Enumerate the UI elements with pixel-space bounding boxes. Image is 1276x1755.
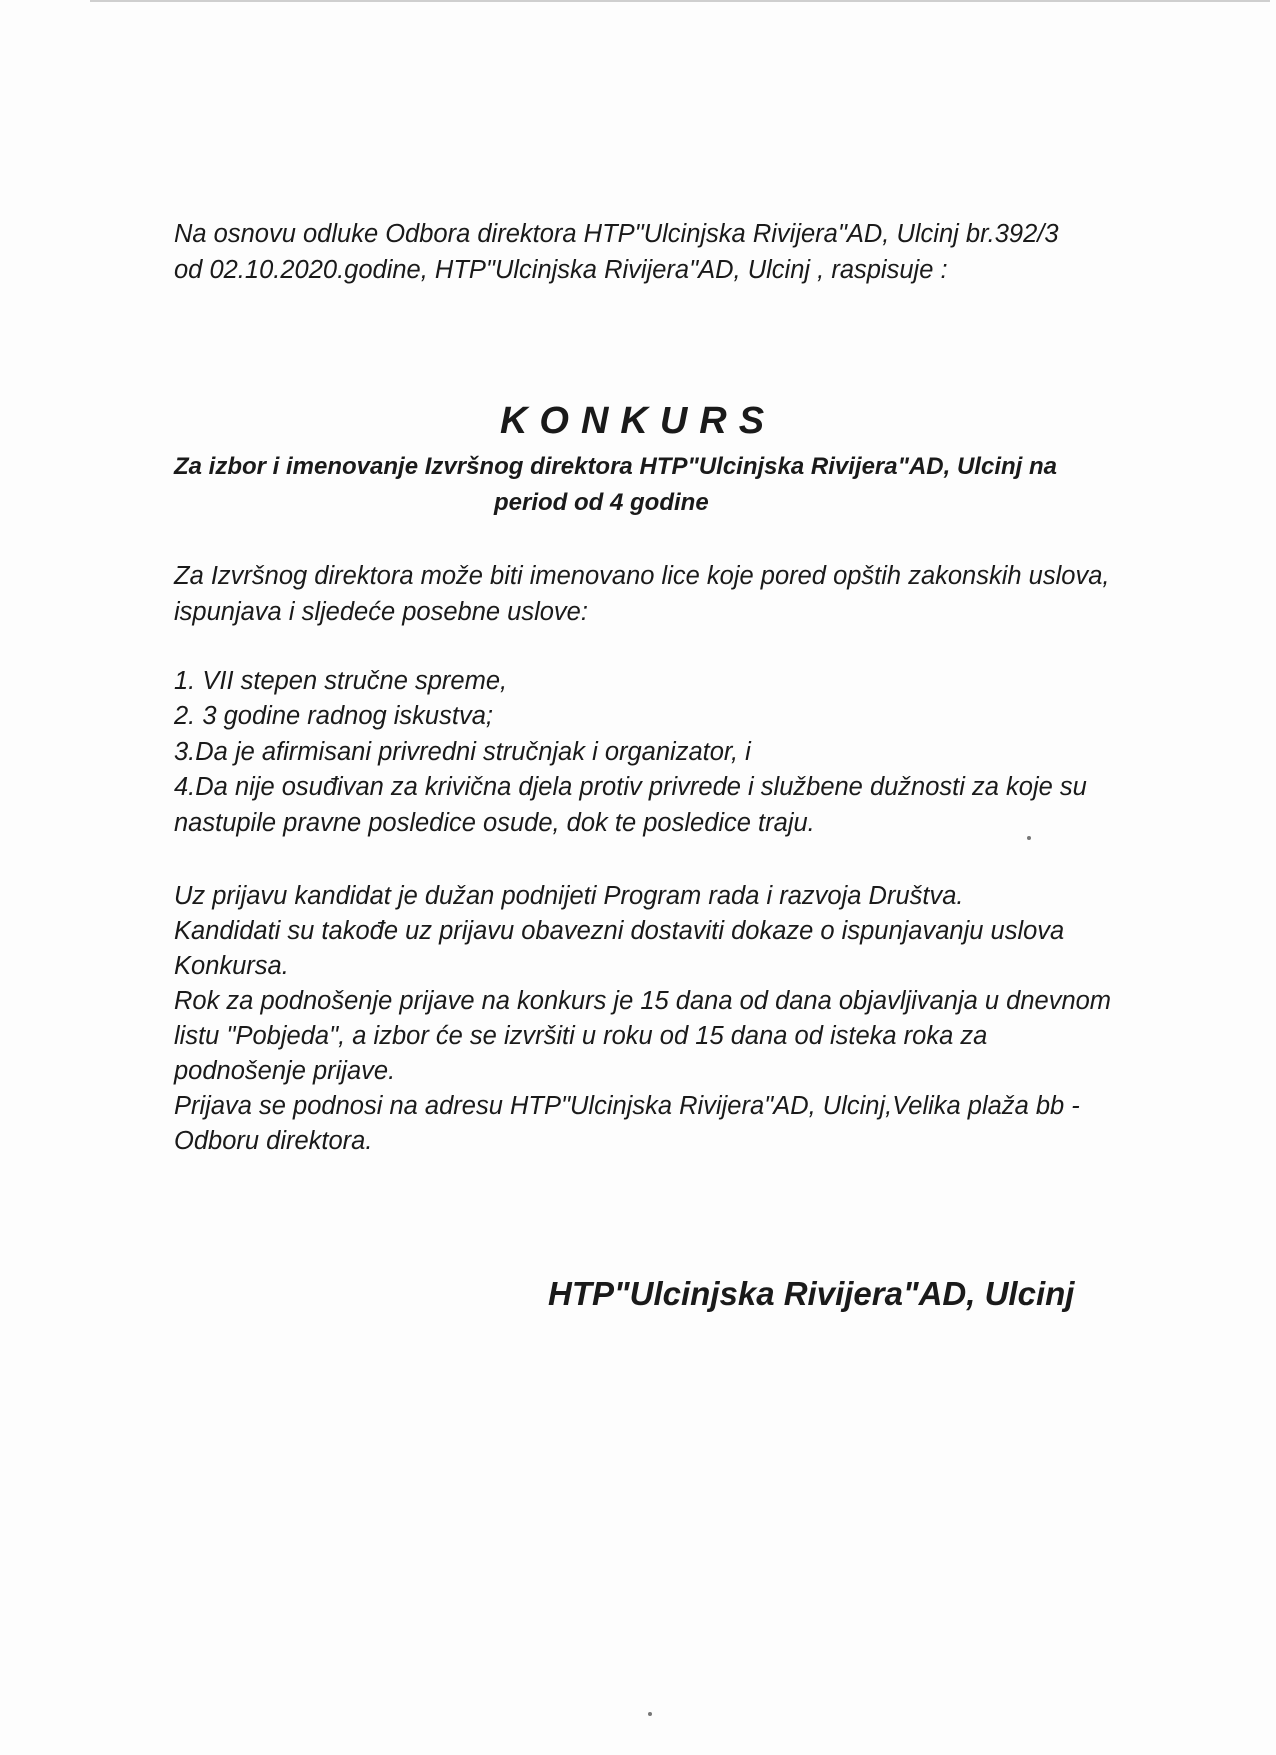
subtitle-line: period od 4 godine <box>494 489 709 516</box>
condition-item: nastupile pravne posledice osude, dok te posledice traju. <box>174 809 815 837</box>
application-line: Rok za podnošenje prijave na konkurs je 15 dana od dana objavljivanja u dnevnom <box>174 987 1112 1015</box>
application-line: listu "Pobjeda", a izbor će se izvršiti u roku od 15 dana od isteka roka za <box>174 1022 988 1050</box>
application-line: Uz prijavu kandidat je dužan podnijeti Program rada i razvoja Društva. <box>174 882 964 910</box>
conditions-intro-line: Za Izvršnog direktora može biti imenovano lice koje pored opštih zakonskih uslova, <box>174 562 1110 590</box>
condition-item: 3.Da je afirmisani privredni stručnjak i organizator, i <box>174 738 751 766</box>
application-line: Konkursa. <box>174 952 289 980</box>
signature: HTP"Ulcinjska Rivijera"AD, Ulcinj <box>548 1275 1075 1312</box>
document-title: KONKURS <box>499 400 777 442</box>
intro-line: od 02.10.2020.godine, HTP"Ulcinjska Rivijera"AD, Ulcinj , raspisuje : <box>174 256 948 284</box>
condition-item: 1. VII stepen stručne spreme, <box>174 667 508 695</box>
application-line: Odboru direktora. <box>174 1127 373 1155</box>
condition-item: 4.Da nije osuđivan za krivična djela protiv privrede i službene dužnosti za koje su <box>174 773 1087 801</box>
intro-line: Na osnovu odluke Odbora direktora HTP"Ulcinjska Rivijera"AD, Ulcinj br.392/3 <box>174 220 1059 248</box>
conditions-intro-line: ispunjava i sljedeće posebne uslove: <box>174 598 588 626</box>
application-line: Kandidati su takođe uz prijavu obavezni dostaviti dokaze o ispunjavanju uslova <box>174 917 1065 945</box>
scan-speck <box>648 1712 652 1716</box>
application-line: Prijava se podnosi na adresu HTP"Ulcinjska Rivijera"AD, Ulcinj,Velika plaža bb - <box>174 1092 1080 1120</box>
condition-item: 2. 3 godine radnog iskustva; <box>174 702 493 730</box>
scan-edge <box>90 0 1270 2</box>
application-line: podnošenje prijave. <box>174 1057 396 1085</box>
subtitle-line: Za izbor i imenovanje Izvršnog direktora HTP"Ulcinjska Rivijera"AD, Ulcinj na <box>174 453 1057 480</box>
scan-speck <box>1027 836 1031 840</box>
